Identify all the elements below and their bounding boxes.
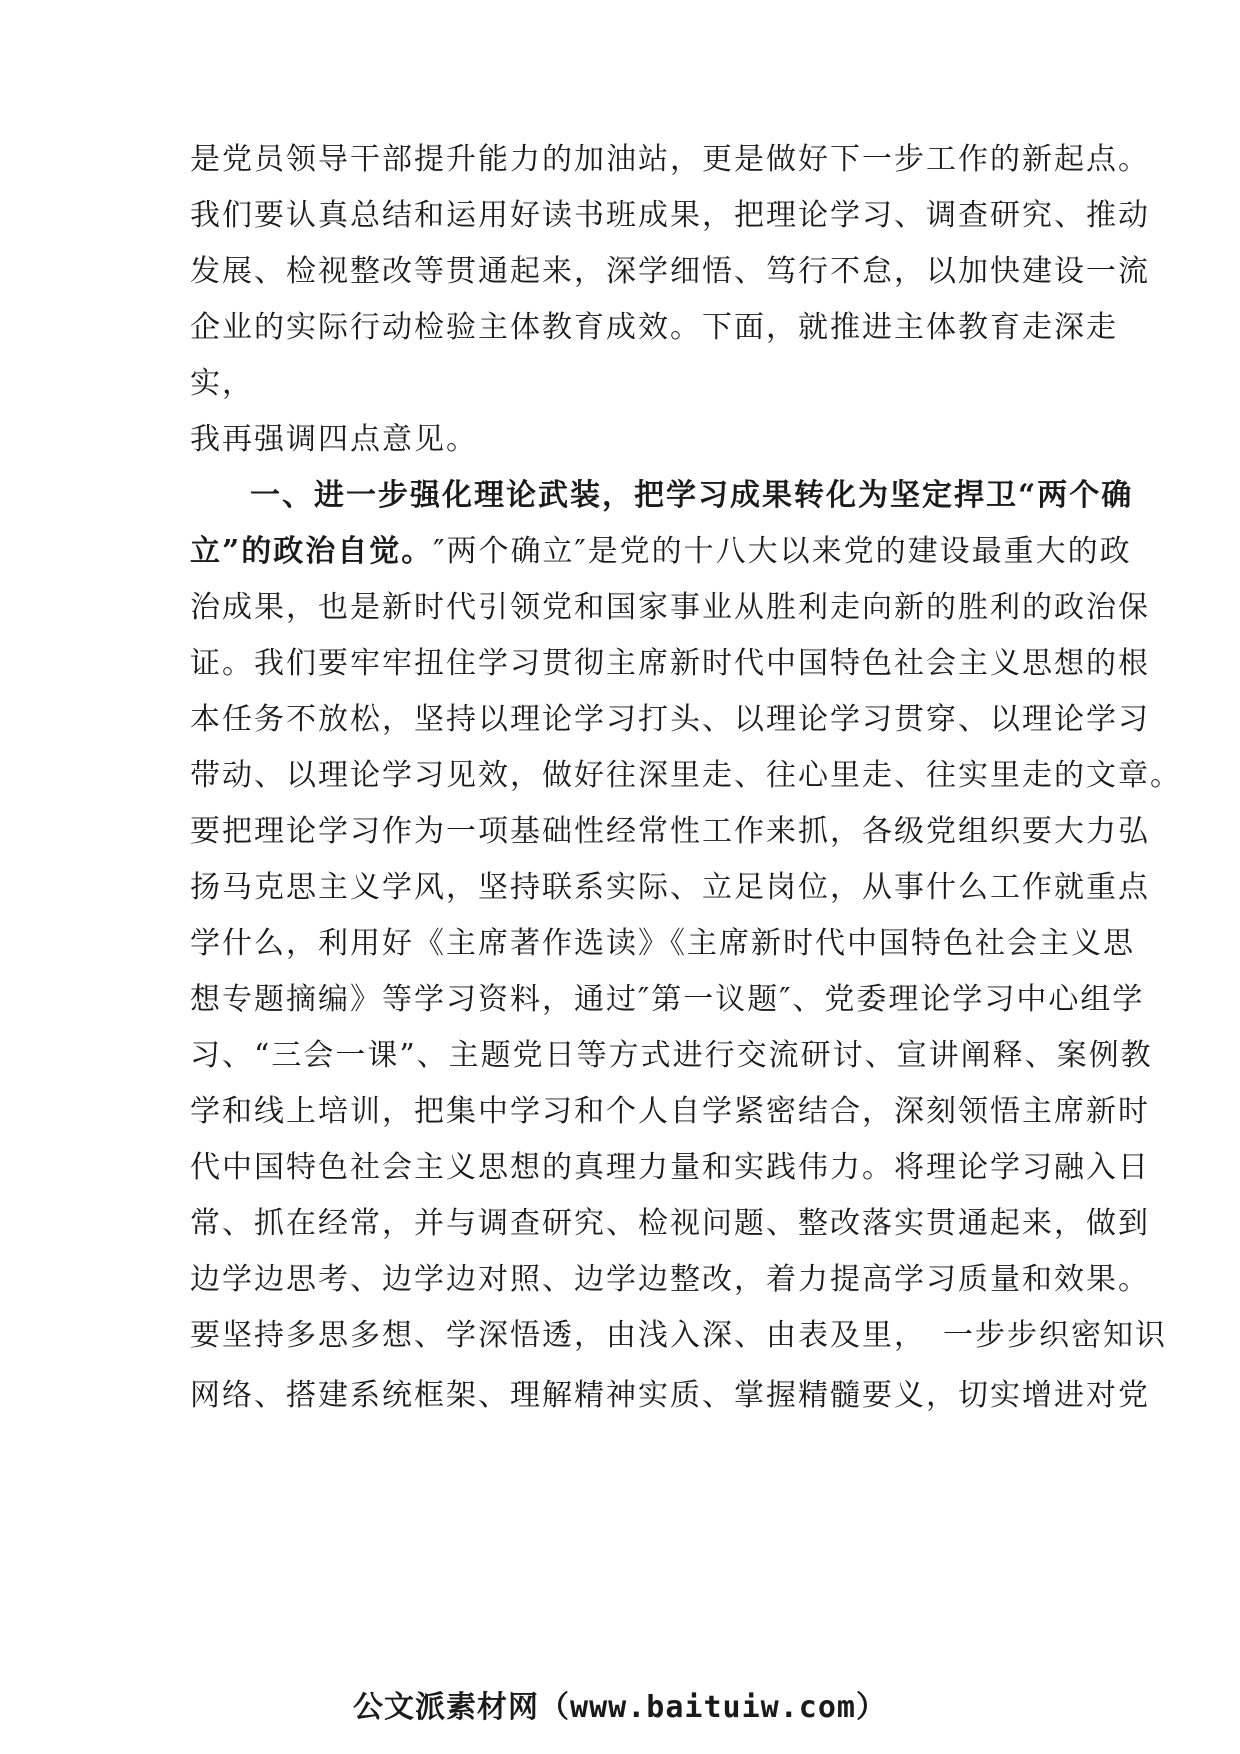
text-line: 本任务不放松，坚持以理论学习打头、以理论学习贯穿、以理论学习 xyxy=(190,702,1150,737)
text-line: 要坚持多思多想、学深悟透，由浅入深、由表及里， 一步步织密知识 xyxy=(190,1318,1167,1353)
heading-continuation-line xyxy=(190,532,1132,572)
section-heading: 一、进一步强化理论武装，把学习成果转化为坚定捍卫“两个确 xyxy=(250,478,1134,513)
text-line: 我们要认真总结和运用好读书班成果，把理论学习、调查研究、推动 xyxy=(190,198,1150,233)
text-line: 发展、检视整改等贯通起来，深学细悟、笃行不怠，以加快建设一流 xyxy=(190,254,1150,289)
text-line: 代中国特色社会主义思想的真理力量和实践伟力。将理论学习融入日 xyxy=(190,1150,1150,1185)
text-line: 学和线上培训，把集中学习和个人自学紧密结合，深刻领悟主席新时 xyxy=(190,1094,1150,1129)
text-line: 习、“三会一课”、主题党日等方式进行交流研讨、宣讲阐释、案例教 xyxy=(190,1038,1153,1073)
footer-site-name: 公文派素材网（ xyxy=(353,1690,571,1725)
text-line: 学什么，利用好《主席著作选读》《主席新时代中国特色社会主义思 xyxy=(190,926,1135,961)
text-line: 带动、以理论学习见效，做好往深里走、往心里走、往实里走的文章。 xyxy=(190,758,1182,793)
text-line: 是党员领导干部提升能力的加油站，更是做好下一步工作的新起点。 xyxy=(190,142,1150,177)
text-line: 想专题摘编》等学习资料，通过″第一议题″、党委理论学习中心组学 xyxy=(190,982,1145,1017)
page-footer xyxy=(0,1688,1240,1728)
text-line: 要把理论学习作为一项基础性经常性工作来抓，各级党组织要大力弘 xyxy=(190,814,1150,849)
text-line: 治成果，也是新时代引领党和国家事业从胜利走向新的胜利的政治保 xyxy=(190,590,1150,625)
text-line: 常、抓在经常，并与调查研究、检视问题、整改落实贯通起来，做到 xyxy=(190,1206,1150,1241)
text-line: 证。我们要牢牢扭住学习贯彻主席新时代中国特色社会主义思想的根 xyxy=(190,646,1150,681)
footer-close-paren: ） xyxy=(855,1690,887,1725)
text-line: 边学边思考、边学边对照、边学边整改，着力提高学习质量和效果。 xyxy=(190,1262,1150,1297)
text-line: 扬马克思主义学风，坚持联系实际、立足岗位，从事什么工作就重点 xyxy=(190,870,1150,905)
text-line: 企业的实际行动检验主体教育成效。下面，就推进主体教育走深走 xyxy=(190,310,1118,345)
text-line: 实， xyxy=(190,366,254,401)
footer-url: www.baituiw.com xyxy=(570,1690,856,1725)
text-line: 我再强调四点意见。 xyxy=(190,422,478,457)
text-line: 网络、搭建系统框架、理解精神实质、掌握精髓要义，切实增进对党 xyxy=(190,1378,1150,1413)
section-heading-end: 立”的政治自觉。 xyxy=(190,534,434,569)
section-body-start: ″两个确立″是党的十八大以来党的建设最重大的政 xyxy=(433,534,1132,569)
